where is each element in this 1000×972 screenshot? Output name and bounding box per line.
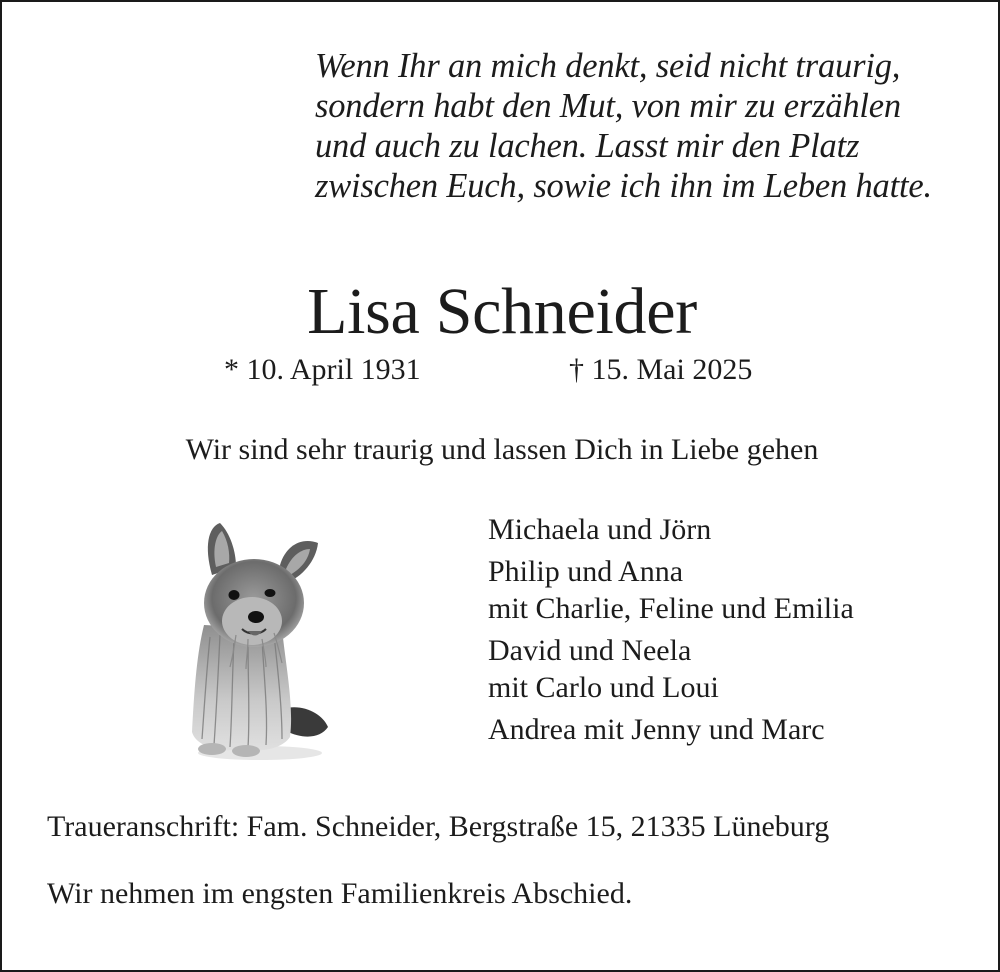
mourner-line: Philip und Anna — [488, 555, 684, 588]
mourners-list — [488, 511, 988, 753]
farewell-text: Wir sind sehr traurig und lassen Dich in Liebe gehen — [185, 433, 819, 466]
death-date: † 15. Mai 2025 — [569, 353, 753, 386]
poem-line: und auch zu lachen. Lasst mir den Platz — [315, 127, 860, 165]
poem-line: Wenn Ihr an mich denkt, seid nicht traurig, — [315, 47, 901, 85]
mourner-group — [488, 553, 988, 627]
deceased-name: Lisa Schneider — [307, 275, 697, 348]
mourner-group — [488, 511, 988, 548]
mourner-line: Andrea mit Jenny und Marc — [488, 713, 825, 746]
mourner-line: mit Charlie, Feline und Emilia — [488, 592, 854, 625]
mourning-address: Traueranschrift: Fam. Schneider, Bergstraße 15, 21335 Lüneburg — [47, 810, 830, 843]
poem-line: zwischen Euch, sowie ich ihn im Leben hatte. — [315, 167, 932, 205]
mourner-line: David und Neela — [488, 634, 692, 667]
birth-date: * 10. April 1931 — [224, 353, 421, 386]
mourner-group — [488, 632, 988, 706]
yorkshire-terrier-dog-icon — [182, 517, 332, 767]
mourner-group — [488, 711, 988, 748]
mourner-line: mit Carlo und Loui — [488, 671, 719, 704]
poem — [315, 46, 975, 206]
poem-line: sondern habt den Mut, von mir zu erzählen — [315, 87, 901, 125]
mourner-line: Michaela und Jörn — [488, 513, 712, 546]
closing-text: Wir nehmen im engsten Familienkreis Abschied. — [47, 877, 633, 910]
